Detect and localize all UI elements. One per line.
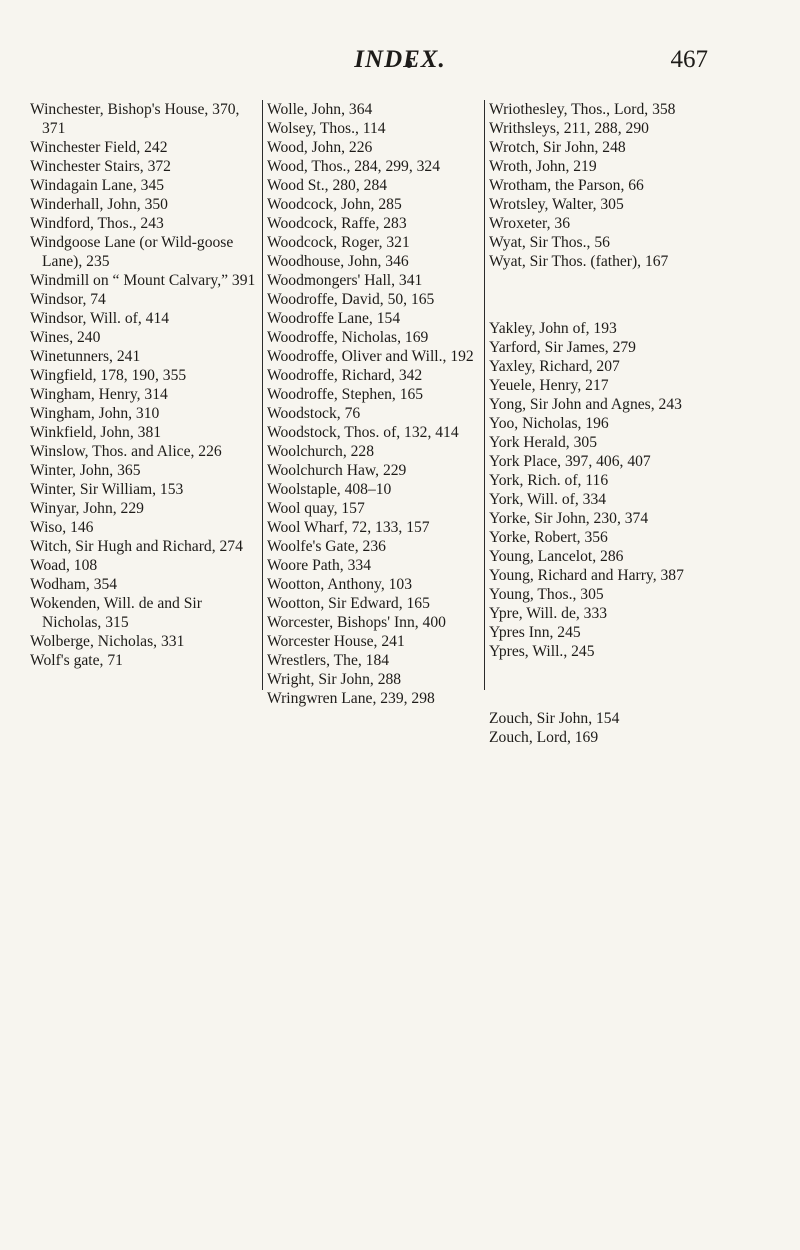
page-title: INDEX. bbox=[354, 46, 446, 73]
index-entry: Wolsey, Thos., 114 bbox=[267, 120, 386, 137]
index-entry: Wootton, Anthony, 103 bbox=[267, 576, 413, 593]
index-entry: Windagain Lane, 345 bbox=[30, 177, 165, 194]
index-entry: Ypre, Will. de, 333 bbox=[489, 605, 608, 623]
index-entry: Wrotsley, Walter, 305 bbox=[489, 196, 624, 213]
index-entry: Windmill on “ Mount Calvary,” 391 bbox=[30, 272, 256, 289]
index-entry: Woodcock, John, 285 bbox=[267, 196, 402, 213]
index-entry: Zouch, Sir John, 154 bbox=[489, 710, 620, 728]
index-column-1 bbox=[30, 100, 256, 670]
index-entry: Winslow, Thos. and Alice, 226 bbox=[30, 443, 222, 460]
index-entry: Wolberge, Nicholas, 331 bbox=[30, 633, 185, 650]
index-entry: Wrotham, the Parson, 66 bbox=[489, 177, 644, 194]
index-entry: Winchester Field, 242 bbox=[30, 139, 168, 156]
index-entry: Wroxeter, 36 bbox=[489, 215, 571, 232]
index-entry: Woodroffe Lane, 154 bbox=[267, 310, 401, 327]
index-entry: Wingham, John, 310 bbox=[30, 405, 160, 422]
index-entry: Young, Lancelot, 286 bbox=[489, 548, 624, 566]
index-entry: Woolchurch Haw, 229 bbox=[267, 462, 407, 479]
index-entry: Wool Wharf, 72, 133, 157 bbox=[267, 519, 430, 536]
index-entry: Wokenden, Will. de and Sir Nicholas, 315 bbox=[30, 595, 202, 631]
index-entry: Yakley, John of, 193 bbox=[489, 320, 617, 338]
index-entry: Windsor, Will. of, 414 bbox=[30, 310, 170, 327]
index-entry: Yaxley, Richard, 207 bbox=[489, 358, 620, 376]
index-entry: Yeuele, Henry, 217 bbox=[489, 377, 609, 395]
page-header bbox=[0, 46, 800, 86]
index-entry: Worcester, Bishops' Inn, 400 bbox=[267, 614, 446, 631]
index-entry: Woodstock, 76 bbox=[267, 405, 361, 422]
index-entry: Wingfield, 178, 190, 355 bbox=[30, 367, 187, 384]
index-entry: Wood, Thos., 284, 299, 324 bbox=[267, 158, 441, 175]
index-entry: Woodcock, Roger, 321 bbox=[267, 234, 410, 251]
index-entry: Windgoose Lane (or Wild-goose Lane), 235 bbox=[30, 234, 234, 270]
index-entry: Woodstock, Thos. of, 132, 414 bbox=[267, 424, 459, 441]
index-entry: Woad, 108 bbox=[30, 557, 98, 574]
index-entry: Wringwren Lane, 239, 298 bbox=[267, 690, 435, 707]
index-entry: Woodhouse, John, 346 bbox=[267, 253, 409, 270]
index-entry: Windsor, 74 bbox=[30, 291, 106, 308]
index-entry: Winetunners, 241 bbox=[30, 348, 141, 365]
index-entry: Winter, John, 365 bbox=[30, 462, 141, 479]
index-entry: Writhsleys, 211, 288, 290 bbox=[489, 120, 649, 137]
section-gap bbox=[489, 677, 729, 694]
index-entry: Wrotch, Sir John, 248 bbox=[489, 139, 626, 156]
index-entry: Wolf's gate, 71 bbox=[30, 652, 123, 669]
index-entry: Wyat, Sir Thos., 56 bbox=[489, 234, 610, 251]
index-entry: Wriothesley, Thos., Lord, 358 bbox=[489, 101, 676, 118]
index-entry: Winyar, John, 229 bbox=[30, 500, 144, 517]
index-entry: Woodroffe, Stephen, 165 bbox=[267, 386, 424, 403]
index-entry: Wright, Sir John, 288 bbox=[267, 671, 402, 688]
index-entry: Witch, Sir Hugh and Richard, 274 bbox=[30, 538, 243, 555]
index-entry: Woolchurch, 228 bbox=[267, 443, 375, 460]
index-entry: Young, Thos., 305 bbox=[489, 586, 604, 604]
page-number: 467 bbox=[670, 46, 708, 73]
index-entry: Zouch, Lord, 169 bbox=[489, 729, 599, 747]
index-entry: Winkfield, John, 381 bbox=[30, 424, 162, 441]
index-entry: York, Rich. of, 116 bbox=[489, 472, 609, 490]
index-entry: York Herald, 305 bbox=[489, 434, 597, 452]
index-entry: Winchester, Bishop's House, 370, 371 bbox=[30, 101, 240, 137]
index-entry: Wrestlers, The, 184 bbox=[267, 652, 390, 669]
index-entry: Winchester Stairs, 372 bbox=[30, 158, 171, 175]
index-entry: Woodcock, Raffe, 283 bbox=[267, 215, 407, 232]
index-entry: Woodroffe, Richard, 342 bbox=[267, 367, 423, 384]
index-entry: Woolstaple, 408–10 bbox=[267, 481, 392, 498]
index-entry: Yorke, Robert, 356 bbox=[489, 529, 608, 547]
index-entry: Wyat, Sir Thos. (father), 167 bbox=[489, 253, 669, 270]
index-entry: Wolle, John, 364 bbox=[267, 101, 373, 118]
section-gap bbox=[489, 287, 729, 304]
index-entry: Young, Richard and Harry, 387 bbox=[489, 567, 684, 585]
index-entry: Windford, Thos., 243 bbox=[30, 215, 164, 232]
index-entry: Woore Path, 334 bbox=[267, 557, 371, 574]
index-entry: Ypres, Will., 245 bbox=[489, 643, 595, 661]
index-entry: Winter, Sir William, 153 bbox=[30, 481, 184, 498]
index-entry: Winderhall, John, 350 bbox=[30, 196, 168, 213]
index-entry: York Place, 397, 406, 407 bbox=[489, 453, 651, 471]
index-entry: Woodroffe, Oliver and Will., 192 bbox=[267, 348, 474, 365]
index-entry: Woolfe's Gate, 236 bbox=[267, 538, 386, 555]
index-entry: Wroth, John, 219 bbox=[489, 158, 597, 175]
index-entry: Ypres Inn, 245 bbox=[489, 624, 581, 642]
index-column-2 bbox=[262, 100, 489, 707]
index-entry: Worcester House, 241 bbox=[267, 633, 405, 650]
index-entry: Yarford, Sir James, 279 bbox=[489, 339, 636, 357]
index-entry: Wood, John, 226 bbox=[267, 139, 373, 156]
index-entry: Wootton, Sir Edward, 165 bbox=[267, 595, 430, 612]
index-entry: Wood St., 280, 284 bbox=[267, 177, 388, 194]
index-entry: Wiso, 146 bbox=[30, 519, 94, 536]
index-entry: York, Will. of, 334 bbox=[489, 491, 607, 509]
index-entry: Wines, 240 bbox=[30, 329, 101, 346]
index-entry: Yong, Sir John and Agnes, 243 bbox=[489, 396, 682, 414]
index-entry: Yorke, Sir John, 230, 374 bbox=[489, 510, 649, 528]
index-entry: Woodroffe, David, 50, 165 bbox=[267, 291, 435, 308]
index-entry: Woodmongers' Hall, 341 bbox=[267, 272, 423, 289]
index-entry: Wool quay, 157 bbox=[267, 500, 365, 517]
index-entry: Wodham, 354 bbox=[30, 576, 118, 593]
index-entry: Yoo, Nicholas, 196 bbox=[489, 415, 609, 433]
index-column-3 bbox=[484, 100, 729, 747]
index-entry: Wingham, Henry, 314 bbox=[30, 386, 168, 403]
index-entry: Woodroffe, Nicholas, 169 bbox=[267, 329, 429, 346]
